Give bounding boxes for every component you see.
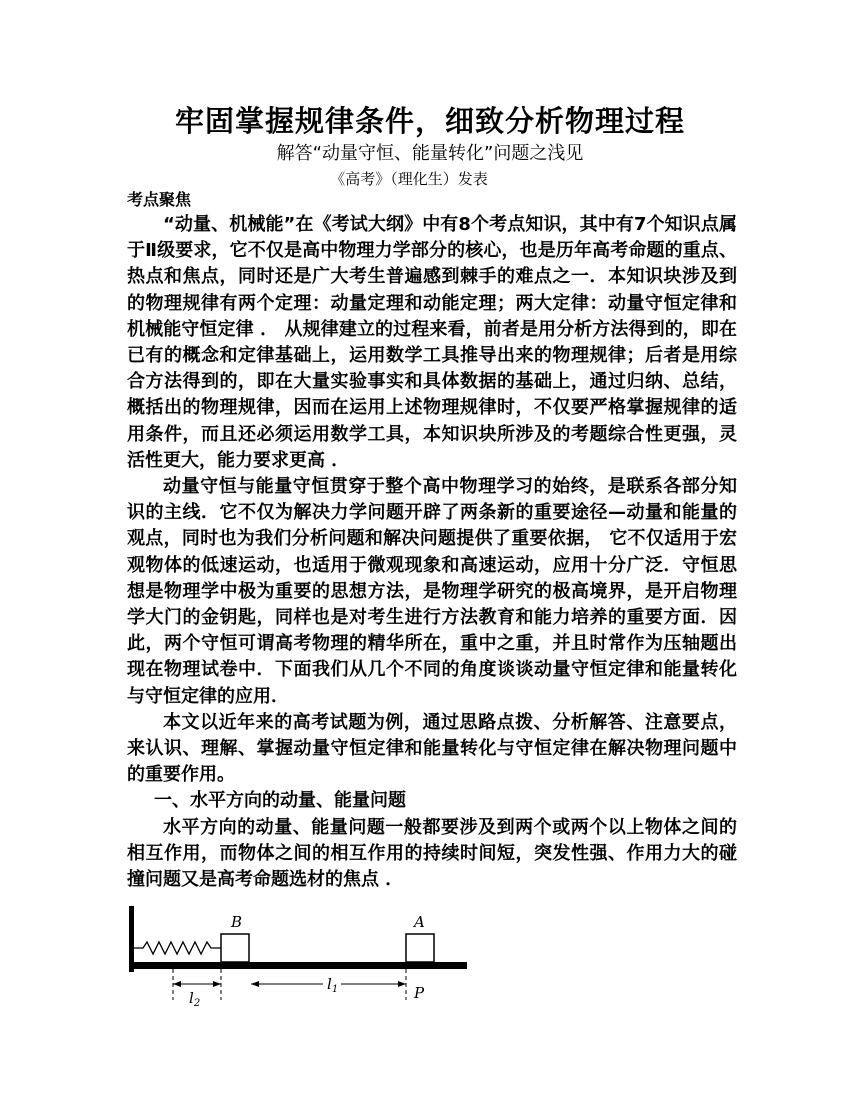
paragraph-3: 本文以近年来的高考试题为例，通过思路点拨、分析解答、注意要点，来认识、理解、掌握动量守恒定律和能量转化与守恒定律在解决物理问题中的重要作用。	[127, 711, 737, 786]
heading-horizontal-momentum: 一、水平方向的动量、能量问题	[154, 790, 406, 812]
block-a	[406, 934, 434, 962]
paragraph-1: “动量、机械能”在《考试大纲》中有8个考点知识，其中有7个知识点属于Ⅱ级要求，它不仅是高中物理力学部分的核心，也是历年高考命题的重点、热点和焦点，同时还是广大考生普遍感到棘手的难点之一．本知识块涉及到的物理规律有两个定理：动量定理和动能定理；两大定律：动量守恒定律和机械能守恒定律 ． 从规律建立的过程来看，前者是用分析方法得到的，即在已有的概念和定律基础上，运用数学工具推导出来的物理规律；后者是用综合方法得到的，即在大量实验事实和具体数据的基础上，通过归纳、总结，概括出的物理规律，因而在运用上述物理规律时，不仅要严格掌握规律的适用条件，而且还必须运用数学工具，本知识块所涉及的考题综合性更强，灵活性更大，能力要求更高 ．	[127, 214, 737, 471]
article-subtitle: 解答“动量守恒、能量转化”问题之浅见	[276, 143, 584, 164]
article-body	[127, 212, 737, 893]
paragraph-4: 水平方向的动量、能量问题一般都要涉及到两个或两个以上物体之间的相互作用，而物体之间的相互作用的持续时间短，突发性强、作用力大的碰撞问题又是高考命题选材的焦点 ．	[127, 816, 737, 891]
paragraph-2: 动量守恒与能量守恒贯穿于整个高中物理学习的始终，是联系各部分知识的主线．它不仅为解决力学问题开辟了两条新的重要途径—动量和能量的观点，同时也为我们分析问题和解决问题提供了重要依据， 它不仅适用于宏观物体的低速运动，也适用于微观现象和高速运动，应用十分广泛．守恒思想是物理学中极为重要的思想方法，是物理学研究的极高境界，是开启物理学大门的金钥匙，同样也是对考生进行方法教育和能力培养的重要方面．因此，两个守恒可谓高考物理的精华所在，重中之重，并且时常作为压轴题出现在物理试卷中．下面我们从几个不同的角度谈谈动量守恒定律和能量转化与守恒定律的应用．	[127, 476, 737, 707]
spring-blocks-diagram	[127, 900, 472, 1012]
spring	[134, 942, 221, 954]
dimension-l2-label: $l_2$	[189, 989, 201, 1009]
block-a-label: A	[414, 913, 425, 931]
floor	[129, 962, 467, 969]
dimension-l1-label: $l_1$	[327, 975, 339, 995]
block-b	[221, 934, 249, 962]
section-heading: 考点聚焦	[127, 190, 192, 209]
point-p-label: P	[414, 984, 425, 1002]
article-title: 牢固掌握规律条件，细致分析物理过程	[174, 104, 685, 138]
publication-source: 《高考》（理化生）发表	[330, 170, 488, 188]
block-b-label: B	[231, 913, 243, 931]
